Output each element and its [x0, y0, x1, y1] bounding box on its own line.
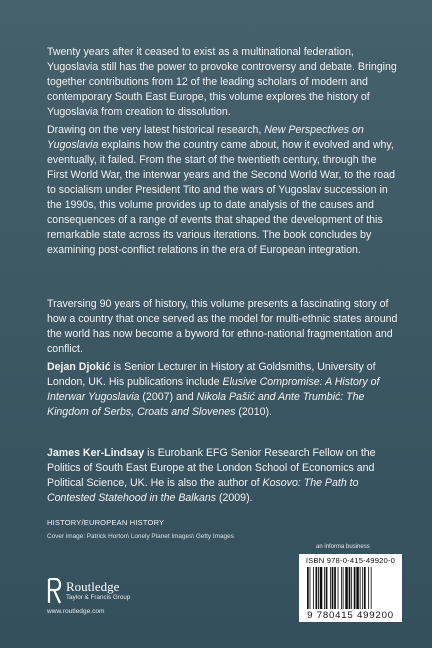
- description-paragraph-3: [47, 297, 399, 357]
- description-rest: explains how the country came about, how it evolved and why, eventually, it failed. From the start of the twentieth century, through the First World War, the interwar years and the Second World War, to the road to socialism under President Tito and the wars of Yugoslav succession in the 1990s, this volume provides up to date analysis of the causes and consequences of a range of events that shaped the development of this remarkable state across its various iterations. The book concludes by examining post-conflict relations in the era of European integration.: [47, 139, 395, 256]
- ean-number: 9 780415 499200: [307, 610, 394, 621]
- editor-name: Dejan Djokić: [47, 361, 111, 373]
- description-text: [47, 123, 399, 258]
- bio-text: is Eurobank EFG Senior Research Fellow on the Politics of South East Europe at the London School of Economics and Political Science, UK. He is also the author of: [47, 447, 376, 489]
- barcode-panel: [299, 554, 402, 622]
- description-text: Twenty years after it ceased to exist as a multinational federation, Yugoslavia still has the power to provoke controversy and debate. Bringing together contributions from 12 of the leading scholars of modern and contemporary South East Europe, this volume explores the history of Yugoslavia from creation to dissolution.: [47, 46, 397, 118]
- bio-text: is Senior Lecturer in History at Goldsmiths, University of London, UK. His publications include: [47, 361, 376, 388]
- book-title: New Perspectives on Yugoslavia: [47, 124, 364, 151]
- bio-text: (2007) and: [139, 391, 197, 403]
- description-paragraph-1: [47, 45, 399, 120]
- publisher-name: Routledge: [66, 579, 120, 594]
- publication-title: Elusive Compromise: A History of Interwar Yugoslavia: [47, 376, 380, 403]
- publisher-block: [47, 578, 187, 618]
- description-intro: Drawing on the very latest historical research,: [47, 124, 265, 136]
- description-text: Traversing 90 years of history, this volume presents a fascinating story of how a country that once served as the model for multi-ethnic states around the world has now become a byword for ethno-national fragmentation and conflict.: [47, 298, 398, 355]
- cover-image-credit: Cover image: Patrick Horton\ Lonely Planet Images\ Getty Images: [47, 533, 234, 540]
- publication-title: Nikola Pašić and Ante Trumbić: The Kingdom of Serbs, Croats and Slovenes: [47, 391, 365, 418]
- informa-tagline: an informa business: [316, 544, 370, 550]
- isbn-number: ISBN 978-0-415-49920-0: [305, 556, 396, 565]
- publisher-group: Taylor & Francis Group: [66, 594, 131, 601]
- routledge-logo-icon: [47, 578, 62, 604]
- publication-title: Kosovo: The Path to Contested Statehood in the Balkans: [47, 477, 359, 504]
- editor-bio-text: [47, 446, 399, 506]
- subject-category: HISTORY/EUROPEAN HISTORY: [47, 518, 165, 527]
- editor-bio-2: [47, 446, 399, 506]
- bio-text: (2010).: [235, 406, 272, 418]
- editor-name: James Ker-Lindsay: [47, 447, 145, 459]
- description-paragraph-2: [47, 123, 399, 258]
- barcode-icon: [307, 567, 394, 609]
- publisher-url: www.routledge.com: [47, 608, 105, 615]
- editor-bio-text: [47, 360, 399, 420]
- bio-text: (2009).: [216, 492, 253, 504]
- editor-bio-1: [47, 360, 399, 420]
